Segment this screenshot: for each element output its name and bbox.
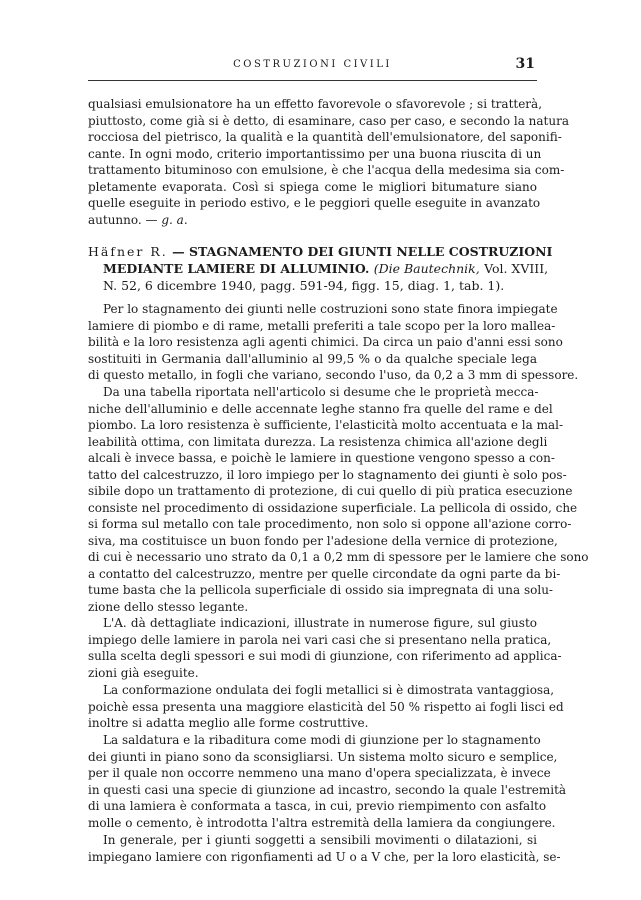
text-line: Per lo stagnamento dei giunti nelle costruzioni sono state finora impiegate [103, 302, 558, 316]
text-line: In generale, per i giunti soggetti a sensibili movimenti o dilatazioni, si [103, 833, 537, 847]
heading-line-2 [88, 260, 549, 277]
text-line-last [88, 212, 537, 229]
text-line: rocciosa del pietrisco, la qualità e la quantità dell'emulsionatore, del saponifi- [88, 130, 562, 144]
text-line: per il quale non occorre nemmeno una mano d'opera specializzata, è invece [88, 766, 551, 780]
heading-line-3: N. 52, 6 dicembre 1940, pagg. 591-94, figg. 15, diag. 1, tab. 1). [103, 278, 505, 293]
author-signature: g. a. [161, 212, 188, 227]
text-line: consiste nel procedimento di ossidazione superficiale. La pellicola di ossido, che [88, 500, 578, 515]
source-journal: (Die Bautechnik, [373, 261, 480, 276]
text-line: alcali è invece bassa, e poichè le lamiere in questione vengono spesso a con- [88, 451, 555, 465]
text-line: qualsiasi emulsionatore ha un effetto favorevole o sfavorevole ; si tratterà, [88, 97, 543, 111]
text-line: zioni già eseguite. [88, 665, 199, 680]
paragraph-5 [88, 732, 567, 831]
source-volume: Vol. XVIII, [484, 261, 549, 276]
text-line: sostituiti in Germania dall'alluminio al 99,5 % o da qualche speciale lega [88, 351, 537, 366]
previous-article-continuation [88, 96, 569, 228]
text-line: dei giunti in piano sono da sconsigliarsi. Un sistema molto sicuro e semplice, [88, 749, 558, 764]
text-line: tume basta che la pellicola superficiale di ossido sia impregnata di una solu- [88, 583, 553, 597]
article-title-part-1: — STAGNAMENTO DEI GIUNTI NELLE COSTRUZIONI [172, 244, 553, 259]
text-line: piombo. La loro resistenza è sufficiente, l'elasticità molto accentuata e la mal- [88, 418, 564, 432]
text-line: sibile dopo un trattamento di protezione, di cui quello di più pratica esecuzione [88, 484, 573, 498]
text-line: piuttosto, come già si è detto, di esaminare, caso per caso, e secondo la natura [88, 113, 569, 128]
paragraph-6 [88, 832, 561, 865]
article-title-part-2: MEDIANTE LAMIERE DI ALLUMINIO. [103, 261, 370, 276]
text-line: impiegano lamiere con rigonfiamenti ad U o a V che, per la loro elasticità, se- [88, 849, 561, 864]
paragraph-2 [88, 384, 589, 615]
page-number: 31 [515, 56, 535, 72]
text-line: di una lamiera è conformata a tasca, in cui, previo riempimento con asfalto [88, 799, 547, 813]
text-line: di cui è necessario uno strato da 0,1 a 0,2 mm di spessore per le lamiere che sono [88, 550, 589, 564]
text-line: L'A. dà dettagliate indicazioni, illustrate in numerose figure, sul giusto [103, 616, 537, 630]
paragraph-1 [88, 301, 579, 384]
text-line: a contatto del calcestruzzo, mentre per quelle circondate da ogni parte da bi- [88, 566, 561, 581]
text-line: zione dello stesso legante. [88, 599, 249, 614]
text-line: si forma sul metallo con tale procedimento, non solo si oppone all'azione corro- [88, 517, 572, 531]
text-line: lamiere di piombo e di rame, metalli preferiti a tale scopo per la loro mallea- [88, 318, 556, 333]
paragraph-4 [88, 682, 564, 732]
text-line: La saldatura e la ribaditura come modi di giunzione per lo stagnamento [103, 733, 541, 747]
text-line: siva, ma costituisce un buon fondo per l'adesione della vernice di protezione, [88, 533, 558, 548]
text-line: sulla scelta degli spessori e sui modi di giunzione, con riferimento ad applica- [88, 649, 562, 663]
text-line: cante. In ogni modo, criterio importantissimo per una buona riuscita di un [88, 146, 542, 161]
text-line: quelle eseguite in periodo estivo, e le peggiori quelle eseguite in avanzato [88, 196, 541, 210]
text-line: Da una tabella riportata nell'articolo si desume che le proprietà mecca- [103, 385, 539, 399]
text-line: inoltre si adatta meglio alle forme costruttive. [88, 716, 369, 730]
paragraph-3 [88, 615, 562, 681]
text-line: niche dell'alluminio e delle accennate leghe stanno fra quelle del rame e del [88, 401, 553, 416]
text-line: trattamento bituminoso con emulsione, è che l'acqua della medesima sia com- [88, 163, 565, 177]
text-line: La conformazione ondulata dei fogli metallici si è dimostrata vantaggiosa, [103, 683, 555, 697]
text-line: molle o cemento, è introdotta l'altra estremità della lamiera da congiungere. [88, 815, 556, 830]
text-line: leabilità ottima, con limitata durezza. La resistenza chimica all'azione degli [88, 434, 548, 449]
heading-line-1 [88, 243, 553, 260]
article-heading [88, 243, 553, 294]
text-line: impiego delle lamiere in parola nei vari casi che si presentano nella pratica, [88, 632, 552, 647]
running-head [88, 56, 537, 81]
running-title: COSTRUZIONI CIVILI [233, 59, 392, 70]
author-name: Häfner R. [88, 244, 168, 259]
text-line: poichè essa presenta una maggiore elasticità del 50 % rispetto ai fogli lisci ed [88, 699, 564, 714]
last-line-text: autunno. — [88, 212, 158, 227]
text-line: di questo metallo, in fogli che variano, secondo l'uso, da 0,2 a 3 mm di spessore. [88, 368, 579, 382]
text-line: bilità e la loro resistenza agli agenti chimici. Da circa un paio d'anni essi sono [88, 335, 563, 349]
text-line: pletamente evaporata. Così si spiega come le migliori bitumature siano [88, 179, 537, 194]
text-line: tatto del calcestruzzo, il loro impiego per lo stagnamento dei giunti è solo pos- [88, 467, 567, 482]
text-line: in questi casi una specie di giunzione ad incastro, secondo la quale l'estremità [88, 782, 567, 797]
